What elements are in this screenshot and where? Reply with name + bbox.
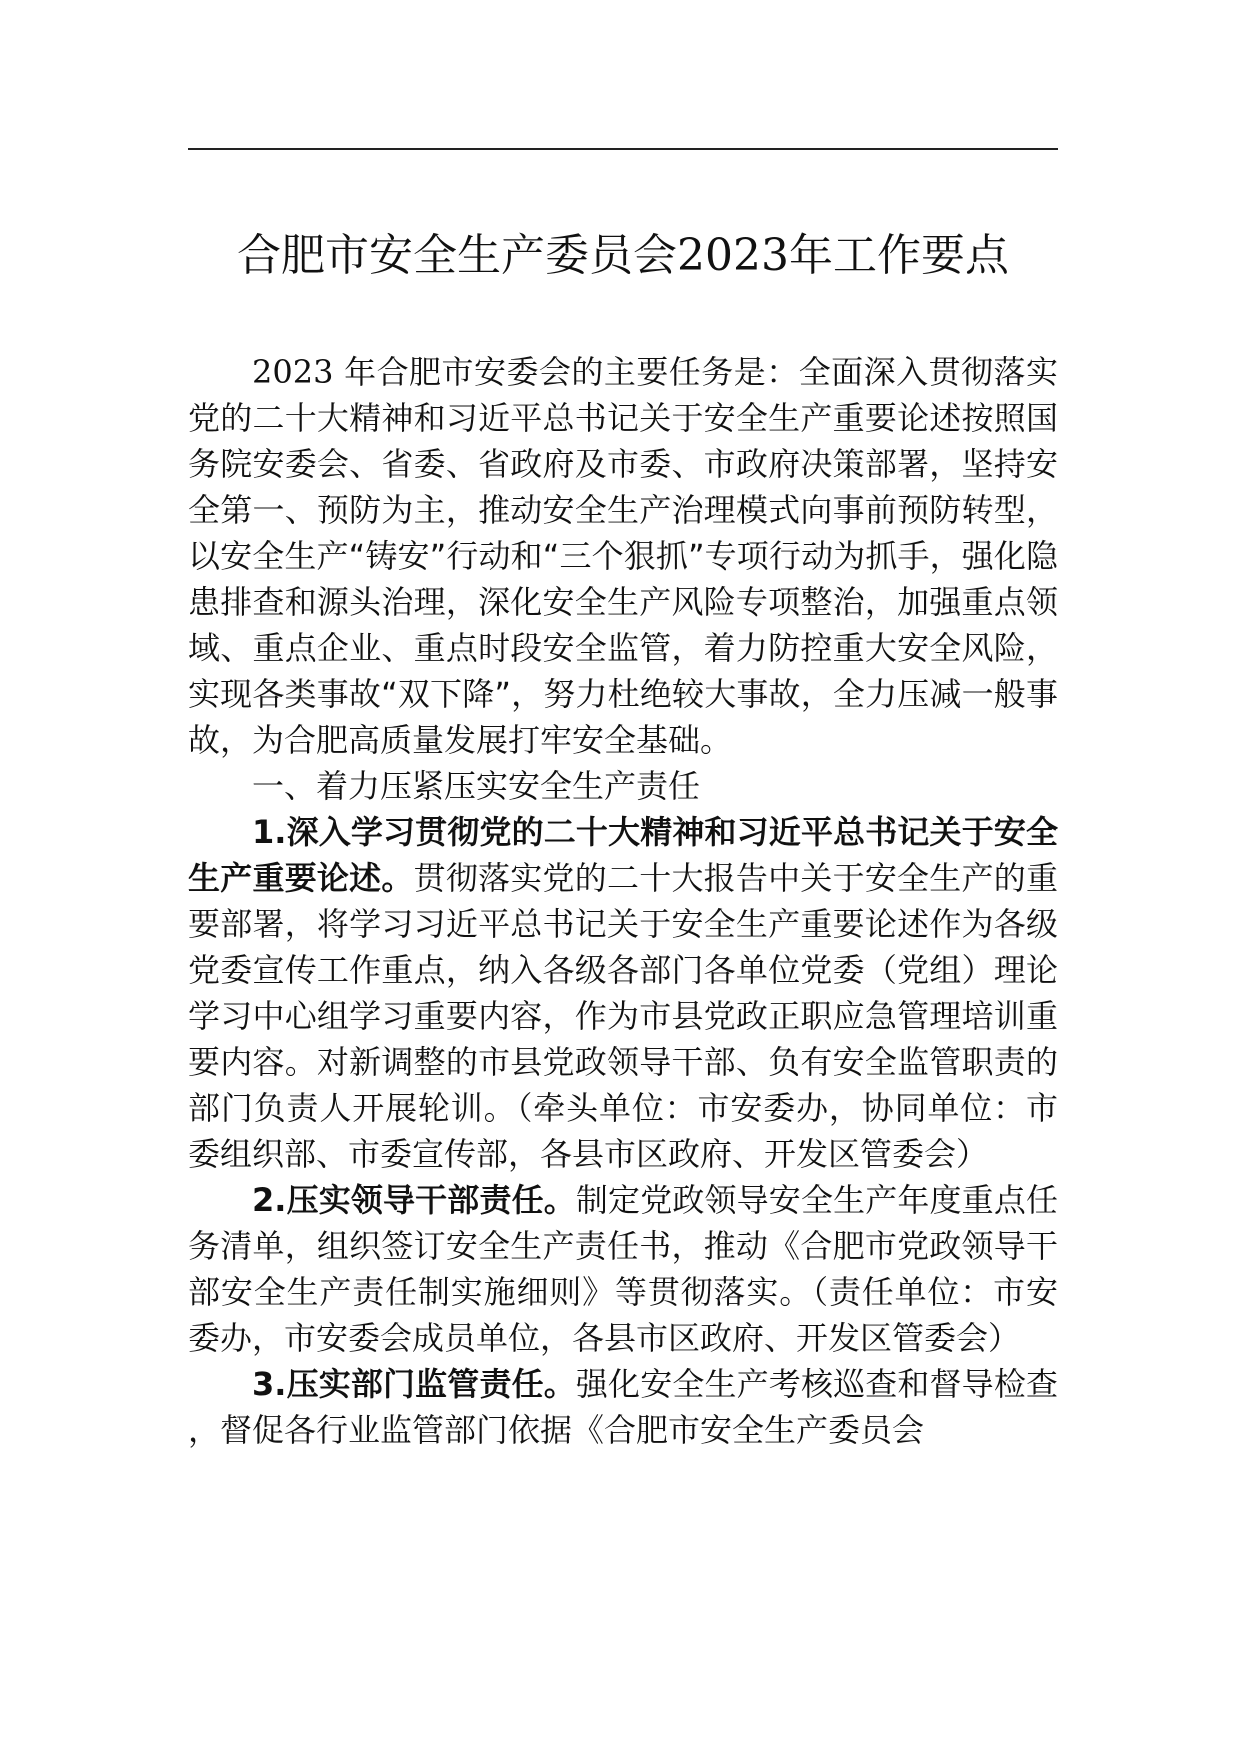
item-title: 1.深入学习贯彻党的二十大精神和习近平总书记关于安全生产重要论述。: [188, 813, 1058, 897]
item-text: 贯彻落实党的二十大报告中关于安全生产的重要部署，将学习习近平总书记关于安全生产重要论述作为各级党委宣传工作重点，纳入各级各部门各单位党委（党组）理论学习中心组学习重要内容，作为市县党政正职应急管理培训重要内容。对新调整的市县党政领导干部、负有安全监管职责的部门负责人开展轮训。（牵头单位：市安委办，协同单位：市委组织部、市委宣传部，各县市区政府、开发区管委会）: [188, 859, 1058, 1173]
intro-paragraph: [188, 349, 1058, 763]
list-item: [188, 809, 1058, 1177]
document-title: 合肥市安全生产委员会2023年工作要点: [237, 230, 1009, 281]
list-item: [188, 1177, 1058, 1361]
list-item: [188, 1361, 1058, 1453]
intro-text: 年合肥市安委会的主要任务是：全面深入贯彻落实党的二十大精神和习近平总书记关于安全生产重要论述按照国务院安委会、省委、省政府及市委、市政府决策部署，坚持安全第一、预防为主，推动安全生产治理模式向事前预防转型，以安全生产“铸安”行动和“三个狠抓”专项行动为抓手，强化隐患排查和源头治理，深化安全生产风险专项整治，加强重点领域、重点企业、重点时段安全监管，着力防控重大安全风险，实现各类事故“双下降”，努力杜绝较大事故，全力压减一般事故，为合肥高质量发展打牢安全基础。: [188, 353, 1058, 759]
item-text: 制定党政领导安全生产年度重点任务清单，组织签订安全生产责任书，推动《合肥市党政领导干部安全生产责任制实施细则》等贯彻落实。（责任单位：市安委办，市安委会成员单位，各县市区政府、开发区管委会）: [188, 1181, 1058, 1357]
item-title: 3.压实部门监管责任。: [252, 1365, 576, 1403]
header-rule: [188, 148, 1058, 150]
section-heading: 一、着力压紧压实安全生产责任: [252, 767, 701, 805]
document-body: [188, 349, 1058, 1453]
item-title: 2.压实领导干部责任。: [252, 1181, 576, 1219]
intro-year: 2023: [252, 353, 334, 391]
item-text: 强化安全生产考核巡查和督导检查，督促各行业监管部门依据《合肥市安全生产委员会: [188, 1365, 1058, 1449]
